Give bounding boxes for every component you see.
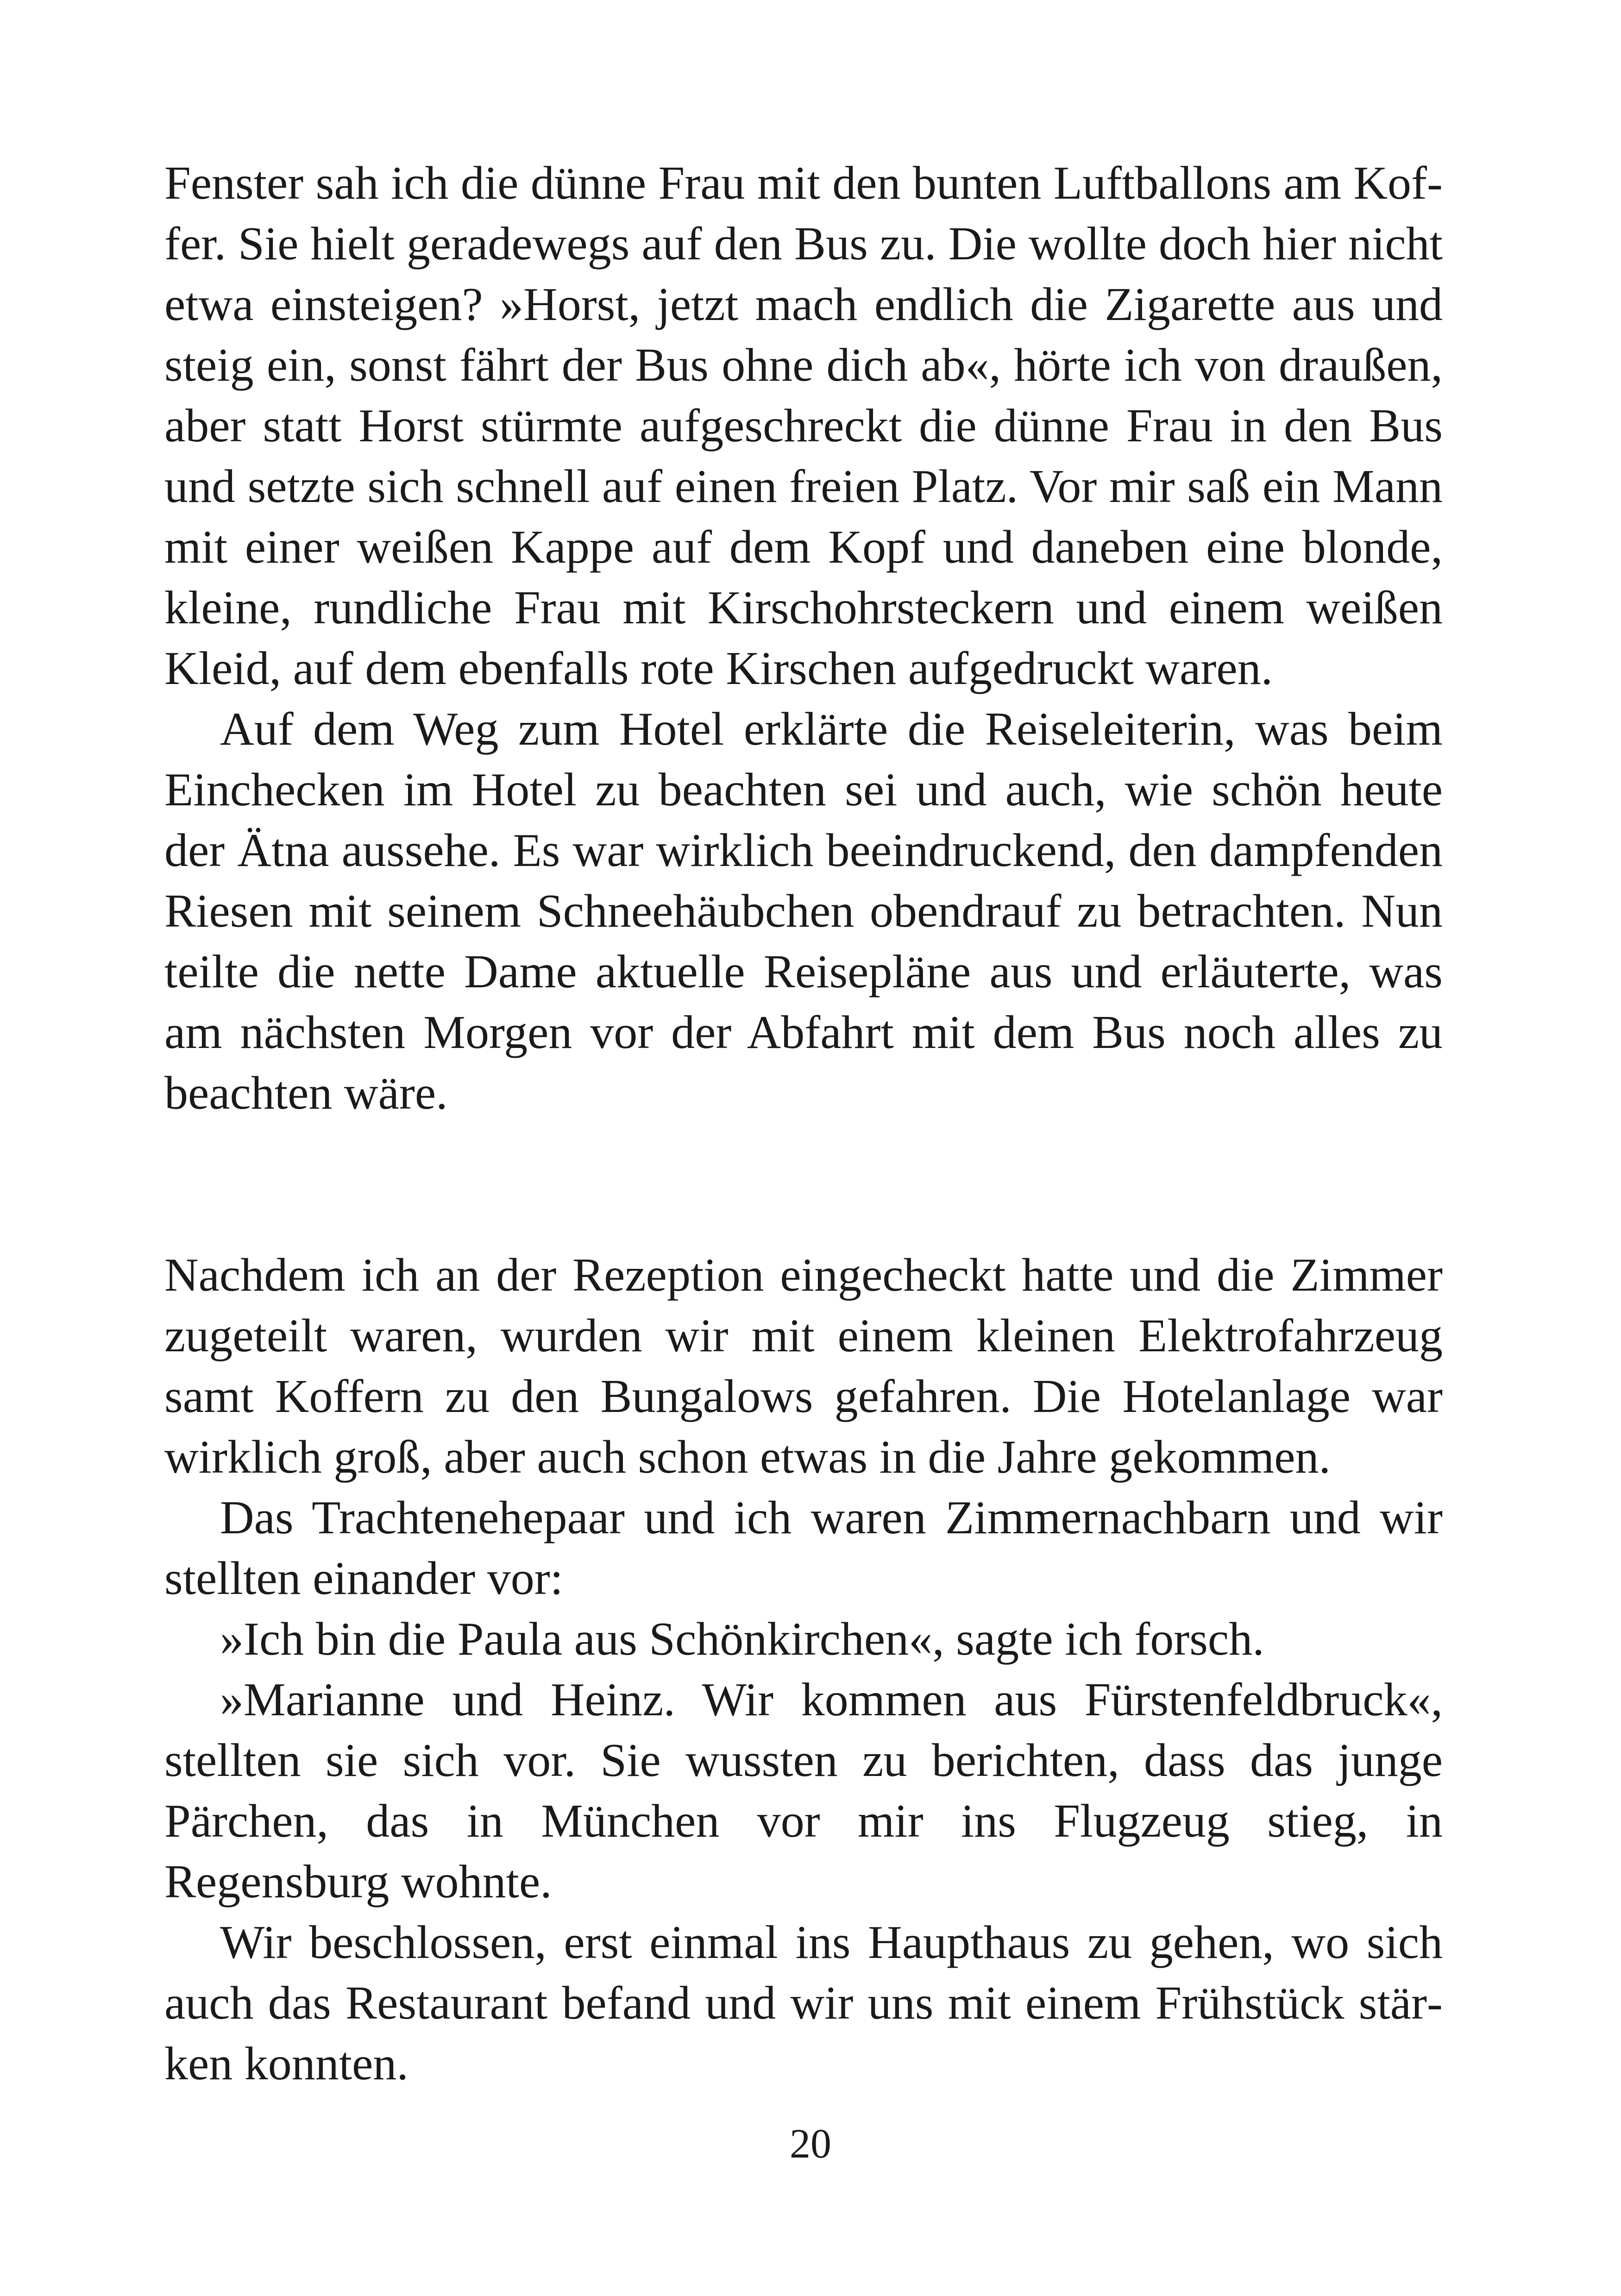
paragraph: Wir beschlossen, erst einmal ins Haupthaus zu gehen, wo sich auch das Restaurant befand und wir uns mit einem Frühstück stärken konnten. xyxy=(164,1916,1443,2090)
page-number: 20 xyxy=(790,2121,831,2167)
paragraph: Fenster sah ich die dünne Frau mit den bunten Luftballons am Koffer. Sie hielt geradewegs auf den Bus zu. Die wollte doch hier nicht etwa einsteigen? »Horst, jetzt mach endlich die Zigarette aus und steig ein, sonst fährt der Bus ohne dich ab«, hörte ich von draußen, aber statt Horst stürmte aufgeschreckt die dünne Frau in den Bus und setzte sich schnell auf einen freien Platz. Vor mir saß ein Mann mit einer weißen Kappe auf dem Kopf und daneben eine blonde, kleine, rundliche Frau mit Kirschohrsteckern und einem weißen Kleid, auf dem ebenfalls rote Kirschen aufgedruckt waren. xyxy=(164,157,1443,695)
paragraph: Nachdem ich an der Rezeption eingecheckt hatte und die Zimmer zugeteilt waren, wurden wir mit einem kleinen Elektrofahrzeug samt Koffern zu den Bungalows gefahren. Die Hotelanlage war wirklich groß, aber auch schon etwas in die Jahre gekommen. xyxy=(164,1249,1443,1483)
paragraph: Auf dem Weg zum Hotel erklärte die Reiseleiterin, was beim Einchecken im Hotel zu beachten sei und auch, wie schön heute der Ätna aussehe. Es war wirklich beeindruckend, den dampfenden Riesen mit seinem Schneehäubchen obendrauf zu betrachten. Nun teilte die nette Dame aktuelle Reisepläne aus und erläuterte, was am nächsten Morgen vor der Abfahrt mit dem Bus noch alles zu beachten wäre. xyxy=(164,703,1443,1119)
body-text xyxy=(164,153,1443,2094)
section-break xyxy=(164,1123,1443,1245)
paragraph: Das Trachtenehepaar und ich waren Zimmernachbarn und wir stellten einander vor: xyxy=(164,1492,1443,1605)
paragraph: »Ich bin die Paula aus Schönkirchen«, sagte ich forsch. xyxy=(220,1613,1264,1665)
paragraph: »Marianne und Heinz. Wir kommen aus Fürstenfeldbruck«, stellten sie sich vor. Sie wussten zu berichten, dass das junge Pärchen, das in München vor mir ins Flugzeug stieg, in Regensburg wohnte. xyxy=(164,1674,1443,1908)
